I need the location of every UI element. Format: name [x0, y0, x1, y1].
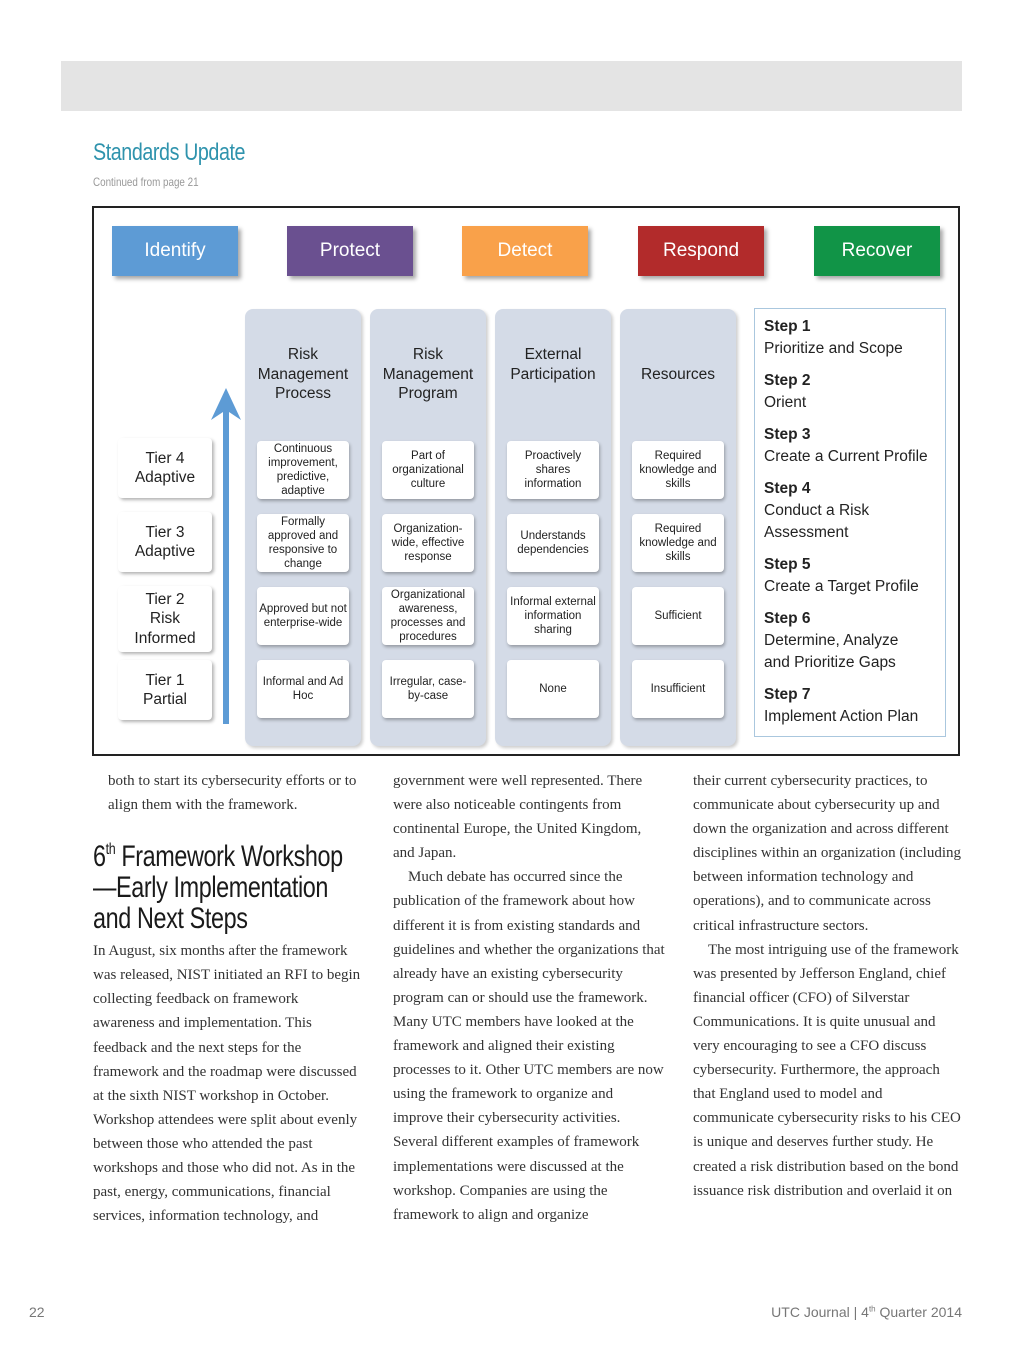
column-header: Risk Management Program: [382, 346, 474, 402]
step-item: [764, 684, 936, 728]
column-cell: Irregular, case-by-case: [382, 660, 474, 718]
tier-1-box: [118, 660, 212, 720]
column-header: External Participation: [510, 346, 596, 383]
column-cell: Informal external information sharing: [507, 587, 599, 645]
function-identify: Identify: [112, 226, 238, 276]
steps-panel: [754, 308, 946, 737]
column-cell: Approved but not enterprise-wide: [257, 587, 349, 645]
column-header: Resources: [640, 366, 716, 383]
body-paragraph: In August, six months after the framework was released, NIST initiated an RFI to begin collecting feedback on framework awareness and implementation. This feedback and the next steps for the framework and the roadmap were discussed at the sixth NIST workshop in October. Workshop attendees were split about evenly between those who attended the past workshops and those who did not. As in the past, energy, communications, financial services, information technology, and: [93, 943, 361, 1225]
continued-note: Continued from page 21: [93, 175, 199, 189]
column-cell: Required knowledge and skills: [632, 514, 724, 572]
body-paragraph: Much debate has occurred since the publication of the framework about how different it is from existing standards and guidelines and whether the organizations that already have an existing cybersecurity program can or should use the framework. Many UTC members have looked at the framework and aligned their existing processes to it. Other UTC members are now using the framework to organize and improve their cybersecurity activities. Several different examples of framework implementations were discussed at the workshop. Companies are using the framework to align and organize: [393, 869, 665, 1223]
tier-desc: Adaptive: [134, 469, 196, 486]
step-label: Step 4: [764, 480, 811, 497]
step-item: [764, 424, 936, 468]
journal-footer: [771, 1304, 962, 1320]
tier-progress-arrow-icon: [208, 384, 244, 726]
tier-name: Tier 1: [145, 671, 185, 689]
column-cell: Required knowledge and skills: [632, 441, 724, 499]
step-item: [764, 370, 936, 414]
step-item: [764, 316, 936, 360]
step-item: [764, 608, 936, 674]
column-cell: Insufficient: [632, 660, 724, 718]
column-external-participation: [495, 309, 611, 746]
column-cell: Formally approved and responsive to change: [257, 514, 349, 572]
framework-figure: [92, 206, 960, 756]
tier-name: Tier 3: [145, 523, 185, 541]
heading-text: Framework Workshop—Early Implementation and Next Steps: [93, 840, 343, 936]
step-text: Determine, Analyze and Prioritize Gaps: [764, 632, 899, 671]
tier-name: Tier 4: [145, 449, 185, 467]
intro-paragraph: both to start its cybersecurity efforts or to align them with the framework.: [108, 773, 357, 814]
article-column-2: [393, 769, 665, 1227]
step-label: Step 5: [764, 556, 811, 573]
column-resources: [620, 309, 736, 746]
tier-desc: Risk Informed: [134, 610, 196, 647]
tier-4-box: [118, 438, 212, 498]
section-title: Standards Update: [93, 139, 246, 166]
column-cell: Organization-wide, effective response: [382, 514, 474, 572]
tier-2-box: [118, 586, 212, 652]
column-risk-management-process: [245, 309, 361, 746]
body-paragraph: The most intriguing use of the framework was presented by Jefferson England, chief financial officer (CFO) of Silverstar Communications. It is quite unusual and very encouraging to see a CFO discuss cybersecurity. Furthermore, the approach that England used to model and communicate cybersecurity risks to his CEO is unique and deserves further study. He created a risk distribution based on the bond issuance risk distribution and overlaid it on: [693, 941, 961, 1199]
step-label: Step 7: [764, 686, 811, 703]
body-paragraph: government were well represented. There were also noticeable contingents from continental Europe, the United Kingdom, and Japan.: [393, 773, 643, 862]
step-text: Create a Current Profile: [764, 448, 928, 465]
column-cell: Proactively shares information: [507, 441, 599, 499]
function-recover: Recover: [814, 226, 940, 276]
step-text: Implement Action Plan: [764, 708, 919, 725]
step-item: [764, 554, 936, 598]
step-text: Conduct a Risk Assessment: [764, 502, 870, 541]
step-label: Step 2: [764, 372, 811, 389]
step-item: [764, 478, 936, 544]
article-heading: [93, 841, 358, 934]
tier-desc: Partial: [143, 691, 187, 708]
journal-quarter: Quarter 2014: [875, 1304, 962, 1320]
step-text: Orient: [764, 394, 807, 411]
heading-number: 6: [93, 840, 106, 874]
heading-superscript: th: [105, 841, 116, 859]
tier-desc: Adaptive: [134, 543, 196, 560]
journal-name: UTC Journal | 4: [771, 1304, 869, 1320]
column-cell: Sufficient: [632, 587, 724, 645]
journal-superscript: th: [868, 1304, 876, 1314]
column-cell: Informal and Ad Hoc: [257, 660, 349, 718]
column-risk-management-program: [370, 309, 486, 746]
column-cell: Part of organizational culture: [382, 441, 474, 499]
function-protect: Protect: [287, 226, 413, 276]
tier-3-box: [118, 512, 212, 572]
step-label: Step 1: [764, 318, 811, 335]
step-text: Create a Target Profile: [764, 578, 919, 595]
article-column-3: [693, 769, 965, 1203]
column-cell: None: [507, 660, 599, 718]
column-cell: Organizational awareness, processes and procedures: [382, 587, 474, 645]
step-label: Step 6: [764, 610, 811, 627]
page-number: 22: [29, 1304, 45, 1320]
function-respond: Respond: [638, 226, 764, 276]
column-header: Risk Management Process: [257, 346, 349, 402]
header-bar: [61, 61, 962, 111]
tier-name: Tier 2: [145, 590, 185, 608]
function-detect: Detect: [462, 226, 588, 276]
body-paragraph: their current cybersecurity practices, to communicate about cybersecurity up and down the organization and across different disciplines within an organization (including between information technology and operations), and to communicate across critical infrastructure sectors.: [693, 773, 962, 934]
article-column-1: [93, 769, 363, 1228]
step-label: Step 3: [764, 426, 811, 443]
column-cell: Continuous improvement, predictive, adaptive: [257, 441, 349, 499]
column-cell: Understands dependencies: [507, 514, 599, 572]
step-text: Prioritize and Scope: [764, 340, 903, 357]
